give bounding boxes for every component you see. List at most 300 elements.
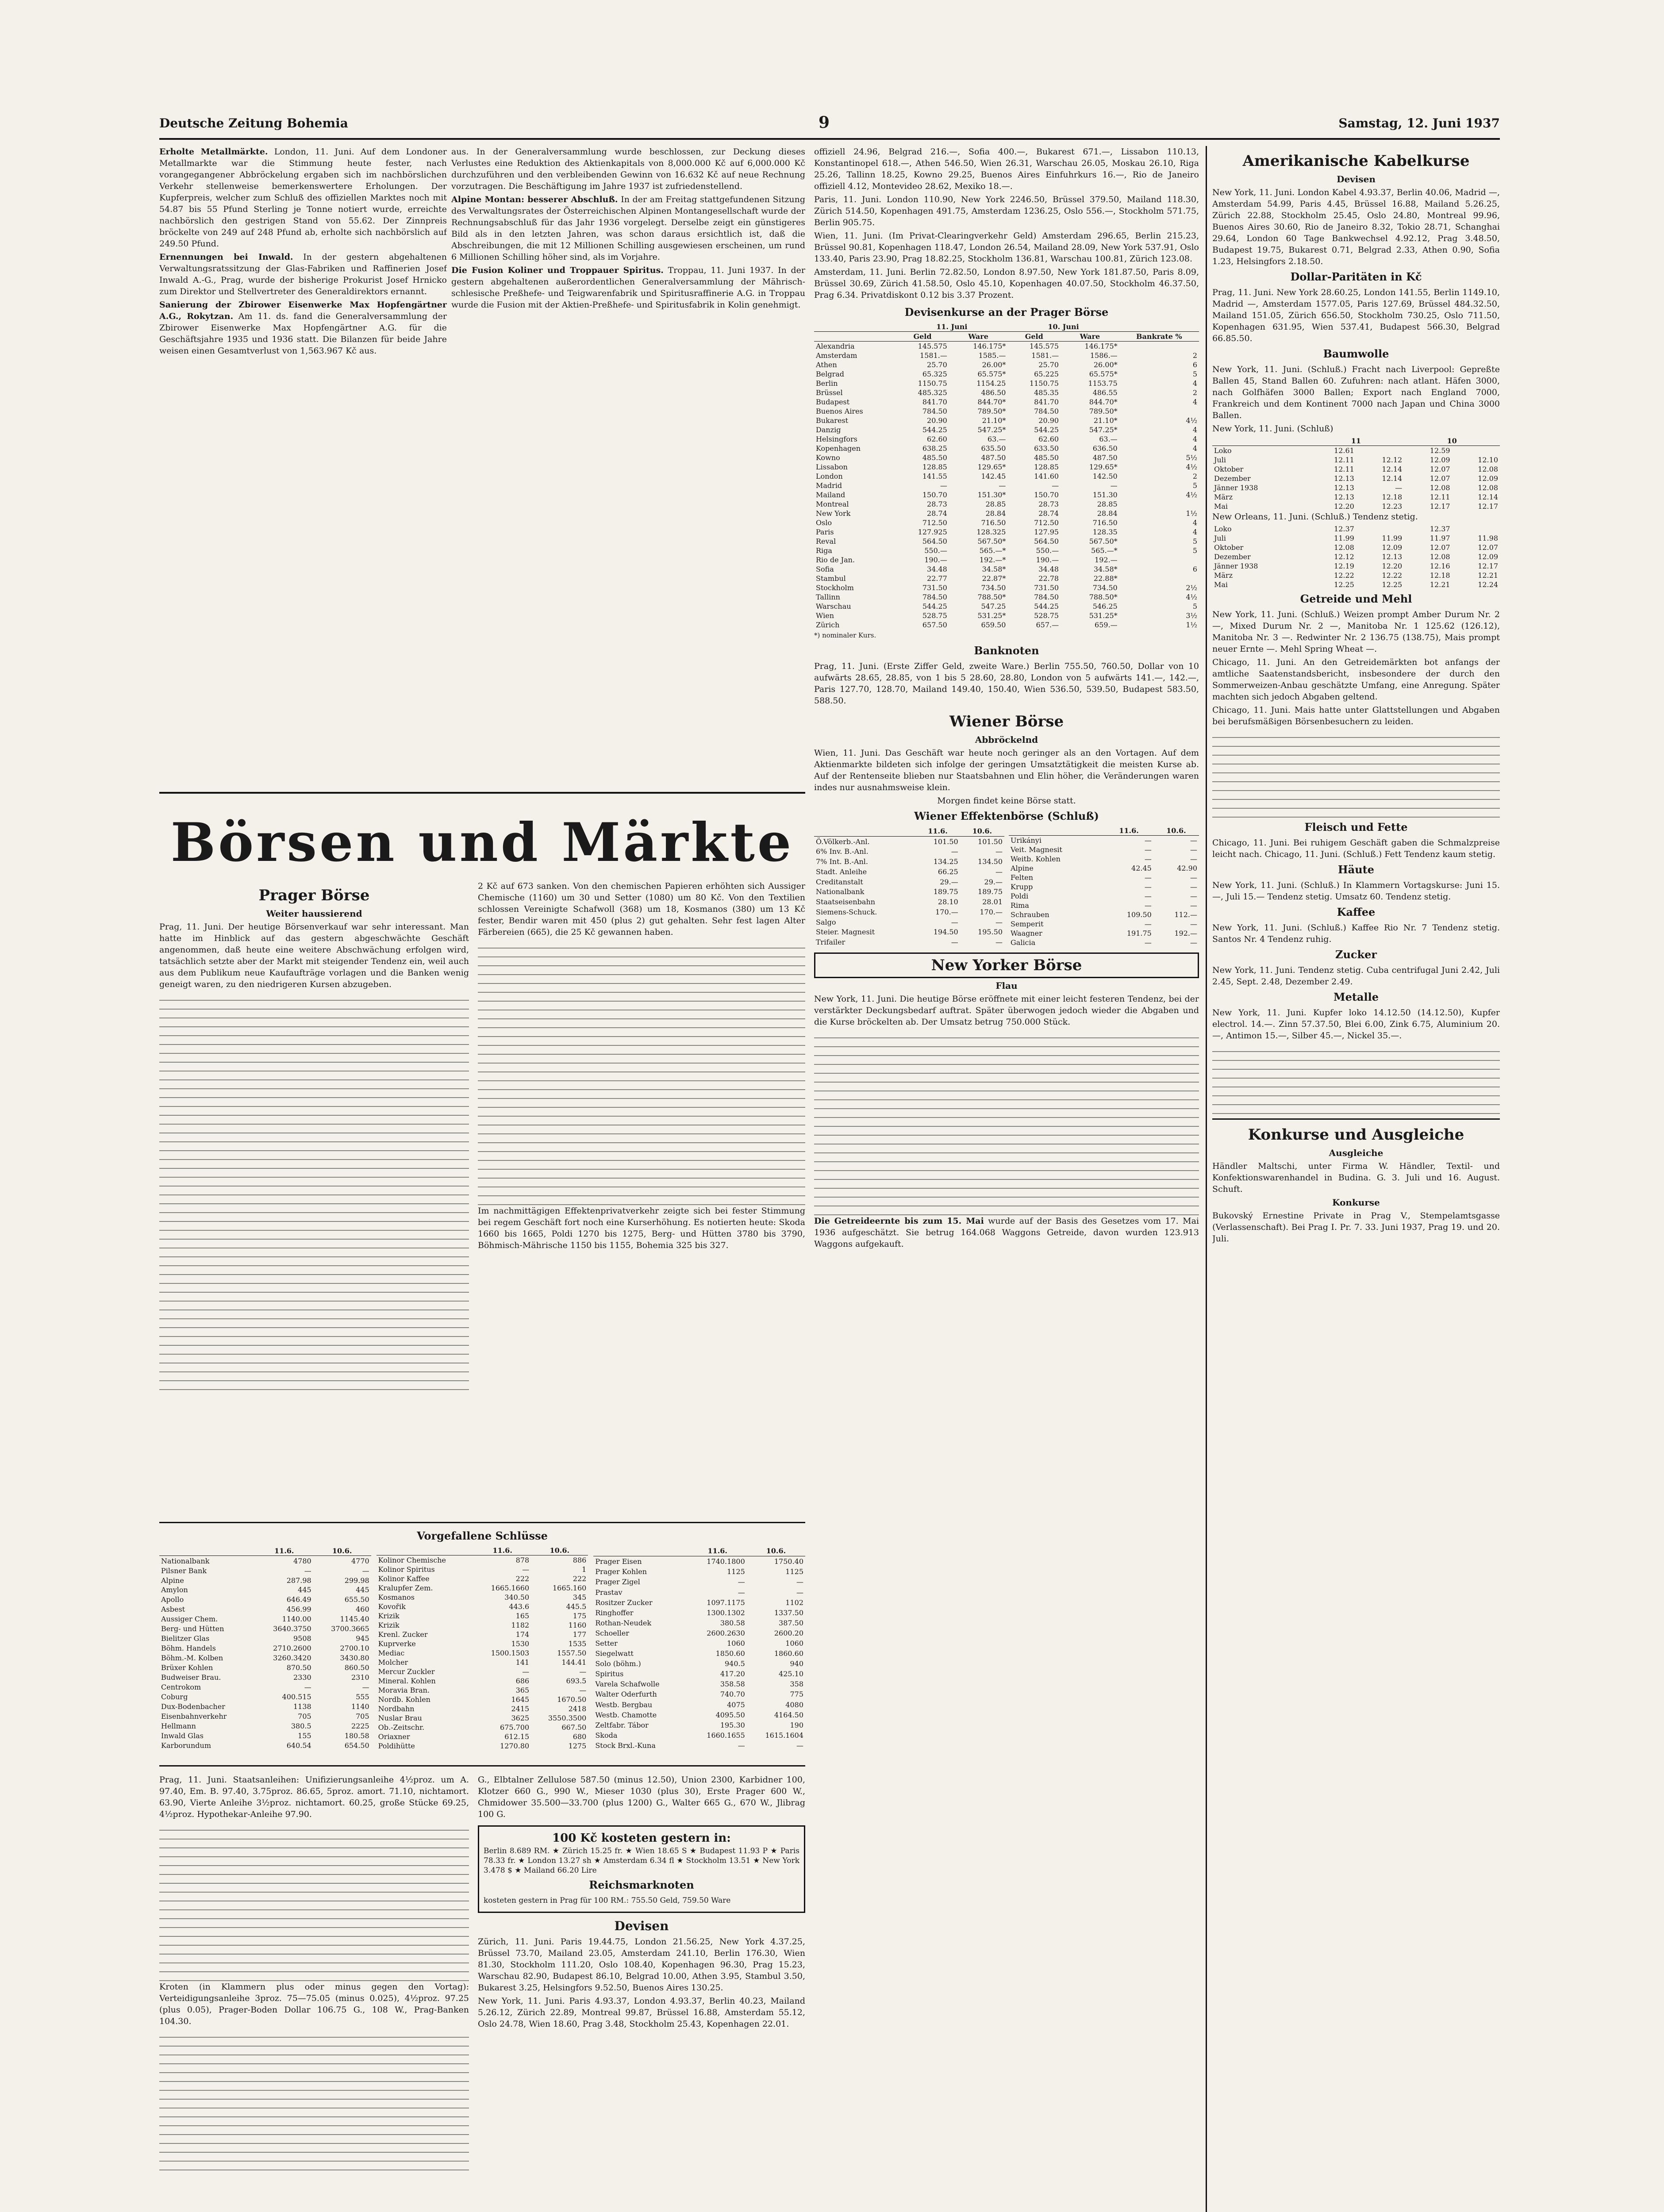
article-alpine: Alpine Montan: besserer Abschluß. In der am Freitag stattgefundenen Sitzung des Verwaltungsrates der Österreichischen Alpinen Montangesellschaft wurde der Rechnungsabschluß für das Jahr 1936 vorgelegt. Derselbe zeigt ein günstigeres Bild als in den letzten Jahren, was schon daraus ersichtlich ist, daß die Abschreibungen, die mit 12 Millionen Schilling ausgewiesen erscheinen, um rund 6 Millionen Schilling höher sind, als im Vorjahre. <box>451 195 805 262</box>
row-value: 860.50 <box>344 1663 369 1672</box>
row-value: 1275 <box>568 1742 587 1750</box>
row-value: 12.11 <box>1334 465 1354 473</box>
row-label: Amsterdam <box>816 351 857 360</box>
row-value: 555 <box>356 1693 369 1701</box>
schluss-row <box>159 1702 371 1712</box>
schluss-row <box>159 1585 371 1595</box>
schluss-row <box>593 1659 805 1669</box>
row-value: — <box>1144 873 1152 882</box>
schluss-row <box>159 1653 371 1663</box>
schluss-row <box>593 1628 805 1638</box>
row-value: 28.74 <box>927 509 947 518</box>
row-value: 4½ <box>1186 463 1197 471</box>
row-label: Urikányi <box>1011 836 1041 845</box>
row-value: 9508 <box>293 1634 311 1643</box>
row-value: 1530 <box>511 1640 530 1648</box>
text-block <box>159 2029 469 2170</box>
kroten-paragraph: Kroten (in Klammern plus oder minus gegen den Vortag): Verteidigungsanleihe 3proz. 75—75.05 (minus 0.025), 4½proz. 97.25 (plus 0.05), Prager-Boden Dollar 106.75 G., 108 W., Prag-Banken 104.30. <box>159 1982 469 2026</box>
devisen-row <box>814 360 1199 369</box>
row-value: 705 <box>356 1712 369 1721</box>
row-value: 12.21 <box>1478 571 1498 580</box>
row-value <box>1452 446 1500 456</box>
row-value: — <box>1190 845 1197 854</box>
effekten-row <box>1009 910 1199 919</box>
row-label: Reval <box>816 537 836 545</box>
row-value: 129.65* <box>977 463 1006 471</box>
row-label: Ob.-Zeitschr. <box>378 1723 425 1732</box>
ausgleiche-paragraph: Händler Maltschi, unter Firma W. Händler, Textil- und Konfektionswarenhandel in Budina. G. 3. Juli und 16. August. Schuft. <box>1212 1161 1500 1194</box>
row-label: 7% Int. B.-Anl. <box>816 857 869 866</box>
devisen-row <box>814 527 1199 537</box>
issue-date: Samstag, 12. Juni 1937 <box>1338 116 1500 131</box>
row-value: 945 <box>356 1634 369 1643</box>
schluss-row <box>593 1740 805 1751</box>
row-label: Poldi <box>1011 892 1029 900</box>
row-value: 28.74 <box>1038 509 1059 518</box>
column-1-top <box>159 146 447 783</box>
schluss-row <box>377 1704 588 1713</box>
staatsanleihen-column <box>159 1774 469 2212</box>
text-block <box>159 1822 469 1981</box>
schluss-row <box>377 1732 588 1741</box>
schluss-row <box>159 1624 371 1634</box>
baumwolle-row <box>1212 561 1500 571</box>
row-value: 487.50 <box>1092 453 1118 462</box>
row-value: 680 <box>573 1732 587 1741</box>
kabel-devisen: New York, 11. Juni. London Kabel 4.93.37, Berlin 40.06, Madrid —, Amsterdam 54.99, Paris 4.45, Brüssel 16.88, Mailand 5.26.25, Zürich 22.88, Stockholm 25.45, Oslo 24.80, Montreal 99.96, Buenos Aires 30.60, Rio de Janeiro 8.32, Tokio 28.71, Schanghai 29.64, London 60 Tage Bankwechsel 4.92.12, Prag 3.48.50, Budapest 19.75, Bukarest 0.71, Belgrad 2.33, Athen 0.90, Sofia 1.23, Helsingfors 2.18.50. <box>1212 188 1500 266</box>
divider <box>1212 1118 1500 1120</box>
row-value: 659.— <box>1095 621 1118 629</box>
row-label: Brüxer Kohlen <box>161 1663 213 1672</box>
row-value: 28.84 <box>985 509 1006 518</box>
row-label: Nationalbank <box>816 887 865 896</box>
row-value: 12.37 <box>1334 525 1354 533</box>
row-label: Eisenbahnverkehr <box>161 1712 227 1721</box>
devisen-row <box>814 472 1199 481</box>
row-value: 734.50 <box>1092 584 1118 592</box>
row-value: — <box>796 1578 804 1586</box>
schluss-row <box>159 1692 371 1702</box>
row-label: Mercur Zuckler <box>378 1667 435 1676</box>
row-value: 5 <box>1192 481 1197 490</box>
text-block <box>478 940 805 1205</box>
kc-conversion-box <box>478 1825 805 1913</box>
row-value: 486.55 <box>1092 388 1118 397</box>
row-value: 12.20 <box>1334 502 1354 511</box>
konkurse-sub: Konkurse <box>1332 1197 1380 1208</box>
row-label: Trifailer <box>816 938 845 947</box>
effekten-title: Wiener Effektenbörse (Schluß) <box>914 810 1099 822</box>
row-value: 6 <box>1192 565 1197 573</box>
banknoten-paragraph: Prag, 11. Juni. (Erste Ziffer Geld, zweite Ware.) Berlin 755.50, 760.50, Dollar von 10 aufwärts 28.65, 28.85, von 1 bis 5 28.60, 28.80, London von 5 aufwärts 141.—, 142.—, Paris 127.70, 128.70, Mailand 149.40, 150.40, Wien 536.50, 539.50, Budapest 583.50, 588.50. <box>814 661 1199 706</box>
schluss-row <box>377 1583 588 1593</box>
row-value: 22.78 <box>1038 574 1059 583</box>
row-value: 150.70 <box>1034 491 1059 499</box>
schluss-row <box>593 1618 805 1628</box>
schluss-row <box>377 1695 588 1704</box>
devisen-row <box>814 574 1199 583</box>
row-value: 12.08 <box>1430 553 1450 561</box>
effekten-row <box>814 937 1004 947</box>
schluesse-table-2: 11.6. 10.6. Kolinor Chemische 878 886 Kolinor Spiritus — 1 Kolinor Kaffee 222 222 Kralupfer Zem. 1665.1660 1665.160 Kosmanos 340.50 345 Kovořik 443.6 445.5 Krizik 165 175 Krizik 1182 1160 Krenl. Zucker 174 177 Kuprverke 1530 1535 Mediac 1500.1503 1557.50 Molcher 141 144.41 Mercur Zuckler — — Mineral. Kohlen 686 693.5 Moravia Bran. 365 — Nordb. Kohlen 1645 1670.50 Nordbahn 2415 2418 Nuslar Brau 3625 3550.3500 Ob.-Zeitschr. 675.700 667.50 Oriaxner 612.15 680 Poldihütte 1270.80 1275 <box>377 1546 588 1751</box>
baumwolle-row <box>1212 580 1500 589</box>
row-value: 189.75 <box>933 887 958 896</box>
row-value: 2600.20 <box>774 1628 804 1637</box>
row-value: — <box>738 1741 745 1750</box>
row-value: 192.— <box>1095 556 1118 564</box>
row-value: 387.50 <box>779 1618 804 1627</box>
row-value: 734.50 <box>981 584 1006 592</box>
schluss-row <box>159 1614 371 1624</box>
row-value: 1125 <box>785 1567 804 1576</box>
row-value: 564.50 <box>922 537 947 545</box>
row-label: Loko <box>1214 446 1232 455</box>
row-value: 693.5 <box>566 1677 587 1685</box>
devisen-row <box>814 388 1199 397</box>
ausgleiche-sub: Ausgleiche <box>1329 1148 1383 1158</box>
newyork-sub: Flau <box>995 980 1018 991</box>
row-value: — <box>1144 892 1152 900</box>
row-label: März <box>1214 493 1233 501</box>
row-value: 456.99 <box>286 1605 311 1614</box>
baumwolle-row <box>1212 534 1500 543</box>
row-value: — <box>1190 892 1197 900</box>
row-value: — <box>951 938 958 947</box>
wiener-boerse-sub: Abbröckelnd <box>975 734 1038 745</box>
row-value: 3640.3750 <box>273 1624 311 1633</box>
row-label: Jänner 1938 <box>1214 562 1258 570</box>
row-value: — <box>522 1565 530 1574</box>
row-value: 657.— <box>1036 621 1059 629</box>
baumwolle-row <box>1212 502 1500 511</box>
row-label: Prastav <box>595 1588 623 1597</box>
baumwolle-ny: New York, 11. Juni. (Schluß) <box>1212 424 1334 434</box>
row-value: 66.25 <box>938 867 958 876</box>
row-value: 22.77 <box>927 574 947 583</box>
prager-boerse-left <box>159 880 469 1517</box>
row-label: Prager Eisen <box>595 1557 642 1566</box>
kaffee-title: Kaffee <box>1337 906 1376 918</box>
row-label: Montreal <box>816 500 849 508</box>
row-value: 2330 <box>293 1673 311 1682</box>
row-value: 5½ <box>1186 453 1197 462</box>
row-label: Mai <box>1214 580 1228 589</box>
row-value: 287.98 <box>286 1576 311 1585</box>
row-value: 1615.1604 <box>765 1731 804 1740</box>
row-value: 3430.80 <box>340 1654 369 1663</box>
row-value: 151.30* <box>977 491 1006 499</box>
row-value: — <box>522 1667 530 1676</box>
row-label: Rothan-Neudek <box>595 1618 652 1627</box>
schluss-row <box>593 1587 805 1597</box>
row-value: 784.50 <box>922 593 947 601</box>
row-value: 12.22 <box>1382 571 1403 580</box>
row-label: Westb. Bergbau <box>595 1700 653 1709</box>
row-value: 5 <box>1192 370 1197 378</box>
row-value: 145.575 <box>918 342 947 350</box>
row-label: Centrokom <box>161 1683 201 1692</box>
baumwolle-row <box>1212 483 1500 492</box>
baumwolle-ny-table: 11 10 Loko 12.61 12.59 Juli 12.11 12.12 12.09 12.10 Oktober 12.11 12.14 12.07 12.08 Dezember 12.13 12.14 12.07 12.09 Jänner 1938 12.13 — 12.08 12.08 März 12.13 12.18 12.11 12.14 Mai 12.20 12.23 12.17 12.17 <box>1212 436 1500 511</box>
row-value: 20.90 <box>1038 416 1059 425</box>
row-value: 12.07 <box>1478 543 1498 552</box>
row-value: 544.25 <box>1034 426 1059 434</box>
row-value: 1860.60 <box>774 1649 804 1658</box>
devisen-foreign-paragraph: offiziell 24.96, Belgrad 216.—, Sofia 400.—, Bukarest 671.—, Lissabon 110.13, Konstantinopel 618.—, Athen 546.50, Wien 26.31, Warschau 26.05, Moskau 26.10, Riga 25.26, Tallinn 18.25, Kowno 29.25, Buenos Aires Einfuhrkurs 16.—, Rio de Janeiro offiziell 4.12, Montevideo 28.62, Mexiko 18.—. <box>814 147 1199 191</box>
row-value: 740.70 <box>720 1690 745 1699</box>
row-value: 146.175* <box>973 342 1006 350</box>
row-value: 134.25 <box>933 857 958 866</box>
row-label: Dezember <box>1214 553 1251 561</box>
row-value: 4½ <box>1186 491 1197 499</box>
row-value: 12.20 <box>1382 562 1403 570</box>
row-value: 528.75 <box>1034 611 1059 620</box>
row-value: 42.45 <box>1131 864 1152 872</box>
newyork-boerse-box <box>814 952 1199 978</box>
row-label: Skoda <box>595 1731 618 1740</box>
row-value: 633.50 <box>1034 444 1059 453</box>
row-label: März <box>1214 571 1233 580</box>
schluss-row <box>377 1565 588 1574</box>
row-value: — <box>362 1683 369 1692</box>
row-value: 4 <box>1192 379 1197 388</box>
row-value: 12.19 <box>1334 562 1354 570</box>
baumwolle-orleans: New Orleans, 11. Juni. (Schluß.) Tendenz stetig. <box>1212 512 1418 522</box>
row-value: 2 <box>1192 351 1197 360</box>
column-rule <box>1206 146 1207 2212</box>
row-value: 1645 <box>511 1695 530 1704</box>
row-value: 1660.1655 <box>707 1731 745 1740</box>
row-value: 12.59 <box>1430 446 1450 455</box>
row-value: 547.25 <box>981 602 1006 611</box>
row-label: Mai <box>1214 502 1228 511</box>
devisen-row <box>814 453 1199 462</box>
zellulose-paragraph: G., Elbtalner Zellulose 587.50 (minus 12.50), Union 2300, Karbidner 100, Klotzer 660 G., 990 W., Mieser 1030 (plus 30), Erste Prager 600 W., Chmidower 35.500—33.700 (plus 1200) G., Walter 665 G., 670 W., Jlibrag 100 G. <box>478 1775 805 1819</box>
row-label: Kolinor Chemische <box>378 1556 446 1564</box>
staatsanleihen-paragraph: Prag, 11. Juni. Staatsanleihen: Unifizierungsanleihe 4½proz. um A. 97.40, Em. B. 97.40, 3.75proz. 86.65, 5proz. amort. 71.10, nichtamort. 63.90, Vierte Anleihe 3½proz. nichtamort. 60.25, große Stücke 69.25, 4½proz. Hypothekar-Anleihe 97.90. <box>159 1775 469 1819</box>
haeute-title: Häute <box>1337 863 1375 876</box>
devisen-row <box>814 434 1199 444</box>
kabel-devisen-sub: Devisen <box>1337 174 1376 184</box>
schluss-row <box>377 1713 588 1723</box>
baumwolle-row <box>1212 571 1500 580</box>
row-value: 20.90 <box>927 416 947 425</box>
row-value: 195.50 <box>978 928 1003 937</box>
row-value: 417.20 <box>720 1670 745 1678</box>
row-label: Berg- und Hütten <box>161 1624 224 1633</box>
row-label: Rositzer Zucker <box>595 1598 653 1607</box>
devisen-newyork: New York, 11. Juni. Paris 4.93.37, London 4.93.37, Berlin 40.23, Mailand 5.26.12, Zürich 22.89, Montreal 99.87, Brüssel 16.88, Amsterdam 55.12, Oslo 24.78, Wien 18.60, Prag 3.48, Stockholm 25.43, Kopenhagen 22.01. <box>478 1996 805 2029</box>
row-value: 12.11 <box>1430 493 1450 501</box>
row-value: 544.25 <box>922 602 947 611</box>
schluss-row <box>593 1567 805 1577</box>
row-value: 531.25* <box>1089 611 1118 620</box>
row-label: Setter <box>595 1639 618 1647</box>
row-value: 1060 <box>727 1639 745 1647</box>
schluss-row <box>159 1663 371 1673</box>
row-value: — <box>1190 883 1197 891</box>
row-value: 12.24 <box>1478 580 1498 589</box>
row-label: Moravia Bran. <box>378 1686 430 1694</box>
row-value: — <box>579 1686 587 1694</box>
row-value: 564.50 <box>1034 537 1059 545</box>
getreide-paragraph: New York, 11. Juni. (Schluß.) Weizen prompt Amber Durum Nr. 2 —, Mixed Durum Nr. 2 —, Manitoba Nr. 1 125.62 (126.12), Manitoba Nr. 3 —. Redwinter Nr. 2 136.75 (138.75), Mais prompt neuer Ernte —. Mehl Spring Wheat —. <box>1212 610 1500 654</box>
effekten-table-left: 11.6. 10.6. Ö.Völkerb.-Anl. 101.50 101.50 6% Inv. B.-Anl. — — 7% Int. B.-Anl. 134.25 134.50 Stadt. Anleihe 66.25 — Creditanstalt 29.— 29.— Nationalbank 189.75 189.75 Staatseisenbahn 28.10 28.01 Siemens-Schuck. 170.— 170.— Salgo — — Steier. Magnesit 194.50 195.50 Trifailer — — <box>814 826 1004 947</box>
row-value: 654.50 <box>344 1741 369 1750</box>
row-value: 101.50 <box>978 837 1003 846</box>
bottom-middle-column <box>478 1774 805 2212</box>
row-value: — <box>304 1566 311 1575</box>
fleisch-paragraph: Chicago, 11. Juni. Bei ruhigem Geschäft gaben die Schmalzpreise leicht nach. Chicago, 11. Juni. (Schluß.) Fett Tendenz kaum stetig. <box>1212 838 1500 859</box>
row-value: 784.50 <box>1034 407 1059 415</box>
row-value: 940 <box>790 1659 804 1668</box>
row-value: 22.87* <box>982 574 1006 583</box>
row-label: Weitb. Kohlen <box>1011 855 1061 863</box>
row-value: 358 <box>790 1680 804 1689</box>
row-value: 28.73 <box>1038 500 1059 508</box>
devisen-row <box>814 555 1199 565</box>
row-value: — <box>1190 836 1197 845</box>
row-value <box>1119 342 1199 351</box>
row-value: 190.— <box>1036 556 1059 564</box>
row-value: 12.08 <box>1430 484 1450 492</box>
row-value: 3½ <box>1186 611 1197 620</box>
row-value: — <box>1190 920 1197 928</box>
wiener-boerse-title: Wiener Börse <box>949 713 1064 730</box>
row-value: 28.73 <box>927 500 947 508</box>
article-zbirow: Sanierung der Zbirower Eisenwerke Max Hopfengärtner A.G., Rokytzan. Am 11. ds. fand die Generalversammlung der Zbirower Eisenwerke Max Hopfengärtner A.G. für die Geschäftsjahre 1935 und 1936 statt. Die Bilanzen für beide Jahre weisen einen Gesamtverlust von 1,563.967 Kč aus. <box>159 300 447 356</box>
row-label: Alpine <box>161 1576 184 1585</box>
row-value: 870.50 <box>286 1663 311 1672</box>
row-value: 565.—* <box>1091 546 1118 555</box>
row-label: Alpine <box>1011 864 1034 872</box>
effekten-row <box>1009 891 1199 901</box>
row-value: 128.85 <box>922 463 947 471</box>
chicago-mais: Chicago, 11. Juni. Mais hatte unter Glattstellungen und Abgaben bei berufsmäßigen Börsenbesuchern zu leiden. <box>1212 705 1500 726</box>
article-inwald: Ernennungen bei Inwald. In der gestern abgehaltenen Verwaltungsratssitzung der Glas-Fabriken und Raffinerien Josef Inwald A.-G., Prag, wurde der bisherige Prokurist Josef Hrnicko zum Direktor und Stellvertreter des Generaldirektors ernannt. <box>159 252 447 296</box>
row-value: 141.60 <box>1034 472 1059 480</box>
row-label: Oktober <box>1214 465 1244 473</box>
row-label: Helsingfors <box>816 435 857 443</box>
row-value: 34.58* <box>1093 565 1118 573</box>
devisen-row <box>814 416 1199 425</box>
schluss-row <box>593 1638 805 1648</box>
row-label: Dezember <box>1214 474 1251 483</box>
schluss-row <box>593 1648 805 1659</box>
prager-boerse-title: Prager Börse <box>258 887 370 904</box>
devisen-row <box>814 351 1199 360</box>
row-value: 65.575* <box>1089 370 1118 378</box>
devisen-amsterdam: Amsterdam, 11. Juni. Berlin 72.82.50, London 8.97.50, New York 181.87.50, Paris 8.09, Brüssel 30.69, Zürich 41.58.50, Oslo 45.10, Kopenhagen 40.07.50, Stockholm 46.37.50, Prag 6.34. Privatdiskont 0.12 bis 3.37 Prozent. <box>814 267 1199 300</box>
row-value: 380.58 <box>720 1618 745 1627</box>
row-value: — <box>1052 481 1059 490</box>
row-value: 28.85 <box>985 500 1006 508</box>
row-value: 190 <box>790 1720 804 1729</box>
row-value: 657.50 <box>922 621 947 629</box>
schluss-row <box>593 1577 805 1587</box>
row-value: 2½ <box>1186 584 1197 592</box>
effekten-row <box>1009 873 1199 882</box>
row-value: 34.48 <box>1038 565 1059 573</box>
prager-boerse-right <box>478 880 805 1517</box>
devisen-zurich: Zürich, 11. Juni. Paris 19.44.75, London 21.56.25, New York 4.37.25, Brüssel 73.70, Mailand 23.05, Amsterdam 241.10, Berlin 176.30, Wien 81.30, Stockholm 111.20, Oslo 108.40, Kopenhagen 96.30, Prag 15.23, Warschau 82.90, Budapest 86.10, Belgrad 10.00, Athen 3.95, Stambul 3.50, Bukarest 3.25, Helsingfors 9.52.50, Buenos Aires 130.25. <box>478 1937 805 1993</box>
effekten-row <box>814 907 1004 917</box>
devisen-row <box>814 462 1199 472</box>
row-value: 1585.— <box>978 351 1006 360</box>
row-label: London <box>816 472 843 480</box>
row-label: Molcher <box>378 1658 408 1667</box>
row-label: Kopenhagen <box>816 444 861 453</box>
row-value: 128.85 <box>1034 463 1059 471</box>
row-value: 12.21 <box>1430 580 1450 589</box>
row-value: 127.925 <box>918 528 947 536</box>
devisen-row <box>814 537 1199 546</box>
row-value: 155 <box>298 1732 311 1740</box>
row-value: 2415 <box>511 1705 530 1713</box>
devisen-row <box>814 369 1199 379</box>
getreideernte-paragraph: Die Getreideernte bis zum 15. Mai wurde auf der Basis des Gesetzes vom 17. Mai 1936 aufgeschätzt. Sie betrug 164.068 Waggons Getreide, davon wurden 123.913 Waggons aufgekauft. <box>814 1216 1199 1249</box>
row-value: 12.08 <box>1478 465 1498 473</box>
row-value: 547.25* <box>1089 426 1118 434</box>
row-value: 65.225 <box>1034 370 1059 378</box>
chicago-paragraph: Chicago, 11. Juni. An den Getreidemärkten bot anfangs der amtliche Saatenstandsbericht, insbesondere der durch den Sommerweizen-Anbau geschätzte Umfang, eine Anregung. Später machten sich jedoch Abgaben geltend. <box>1212 657 1500 702</box>
reichsmark-line: kosteten gestern in Prag für 100 RM.: 755.50 Geld, 759.50 Ware <box>484 1896 731 1905</box>
row-label: Athen <box>816 361 837 369</box>
row-value: 12.07 <box>1430 543 1450 552</box>
schluss-row <box>159 1682 371 1692</box>
row-value: 29.— <box>940 877 958 886</box>
row-value: 174 <box>515 1630 530 1639</box>
row-value: 12.25 <box>1382 580 1403 589</box>
row-value: — <box>579 1667 587 1676</box>
row-value: 3625 <box>511 1714 530 1722</box>
row-value: 12.11 <box>1334 456 1354 464</box>
row-label: Jänner 1938 <box>1214 484 1258 492</box>
schluss-row <box>377 1676 588 1686</box>
schluss-row <box>593 1679 805 1689</box>
getreide-title: Getreide und Mehl <box>1300 592 1412 605</box>
devisen-row <box>814 620 1199 630</box>
row-value: 21.10* <box>982 416 1006 425</box>
row-value: 4 <box>1192 426 1197 434</box>
row-value: 12.09 <box>1478 474 1498 483</box>
devisen-wien: Wien, 11. Juni. (Im Privat-Clearingverkehr Geld) Amsterdam 296.65, Berlin 215.23, Brüssel 90.81, Kopenhagen 118.47, London 26.54, Mailand 28.09, New York 537.91, Oslo 133.40, Paris 23.90, Prag 18.82.25, Stockholm 136.81, Warschau 100.81, Zürich 123.08. <box>814 231 1199 264</box>
banknoten-title: Banknoten <box>974 644 1039 657</box>
schluss-row <box>593 1720 805 1730</box>
devisen-row <box>814 379 1199 388</box>
prager-boerse-subtitle: Weiter haussierend <box>266 908 362 919</box>
effekten-row <box>1009 882 1199 891</box>
row-value: 222 <box>515 1575 530 1583</box>
row-value: 675.700 <box>500 1723 530 1732</box>
row-value: 686 <box>515 1677 530 1685</box>
row-label: Kralupfer Zem. <box>378 1584 433 1592</box>
schluss-row <box>377 1574 588 1583</box>
row-label: Mineral. Kohlen <box>378 1677 436 1685</box>
row-label: Aussiger Chem. <box>161 1615 218 1624</box>
row-value: 12.13 <box>1334 484 1354 492</box>
row-value <box>1356 446 1404 456</box>
page-number: 9 <box>819 113 830 132</box>
row-value: 1097.1175 <box>707 1598 745 1607</box>
row-value: 12.17 <box>1478 502 1498 511</box>
row-label: Juli <box>1214 456 1226 464</box>
kc-box-line: Berlin 8.689 RM. ★ Zürich 15.25 fr. ★ Wien 18.65 S ★ Budapest 11.93 P ★ Paris 78.33 fr. ★ London 13.27 sh ★ Amsterdam 6.34 fl ★ Stockholm 13.51 ★ New York 3.478 $ ★ Mailand 66.20 Lire <box>484 1847 799 1875</box>
row-value: 485.50 <box>1034 453 1059 462</box>
effekten-row <box>814 877 1004 887</box>
row-value: 12.61 <box>1334 446 1354 455</box>
schluesse-table-3: 11.6. 10.6. Prager Eisen 1740.1800 1750.40 Prager Kohlen 1125 1125 Prager Zigel — — Prastav — — Rositzer Zucker 1097.1175 1102 Ringhoffer 1300.1302 1337.50 Rothan-Neudek 380.58 387.50 Schoeller 2600.2630 2600.20 Setter 1060 1060 Siegelwatt 1850.60 1860.60 Solo (böhm.) 940.5 940 Spiritus 417.20 425.10 Varela Schafwolle 358.58 358 Walter Oderfurth 740.70 775 Westb. Bergbau 4075 4080 Westb. Chamotte 4095.50 4164.50 Zeltfabr. Tábor 195.30 190 Skoda 1660.1655 1615.1604 Stock Brxl.-Kuna — — <box>593 1546 805 1751</box>
